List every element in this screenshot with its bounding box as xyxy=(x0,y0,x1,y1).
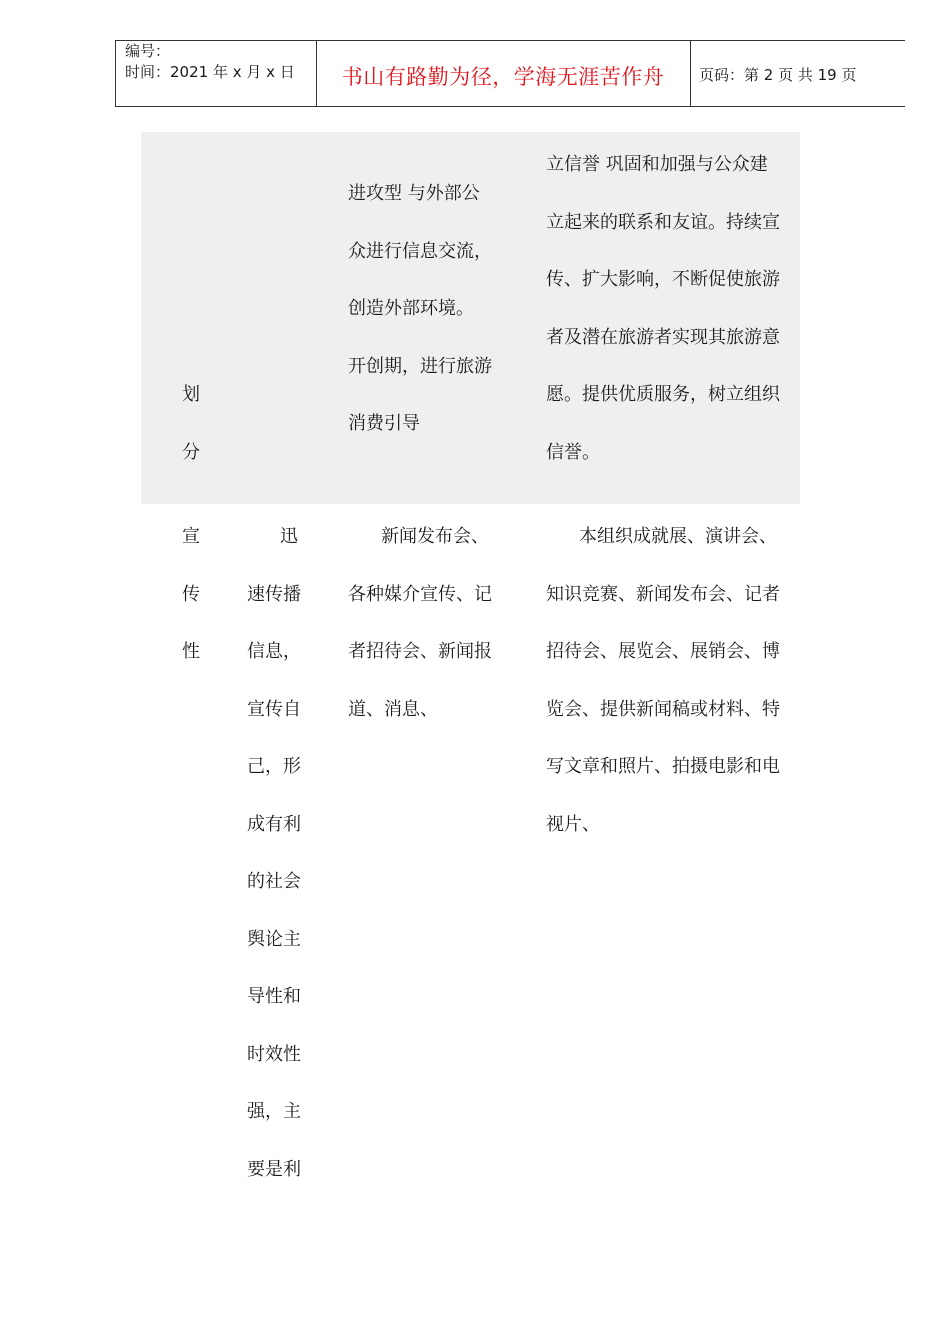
row1-methods-line: 创造外部环境。 xyxy=(348,298,474,319)
row1-category-line: 划 xyxy=(182,384,200,405)
row2-purpose-line: 时效性 xyxy=(247,1043,301,1065)
row1-examples-line: 者及潜在旅游者实现其旅游意 xyxy=(546,326,780,348)
row1-methods-line: 消费引导 xyxy=(348,413,420,434)
row1-methods-line: 进攻型 与外部公 xyxy=(348,183,480,204)
row2-purpose-line: 要是利 xyxy=(247,1158,301,1180)
row2-methods-line: 道、消息、 xyxy=(348,698,438,720)
header-meta-cell xyxy=(116,41,317,106)
row2-methods-line: 新闻发布会、 xyxy=(381,526,489,547)
row1-examples-line: 信誉。 xyxy=(546,441,600,463)
row2-category-line: 性 xyxy=(182,641,200,662)
row2-examples-line: 览会、提供新闻稿或材料、特 xyxy=(546,698,780,720)
row2-examples-cell xyxy=(546,508,780,853)
row2-category-cell xyxy=(182,508,200,681)
row2-purpose-line: 信息， xyxy=(247,641,301,662)
row2-purpose-line: 宣传自 xyxy=(247,698,301,720)
row2-examples-line: 写文章和照片、拍摄电影和电 xyxy=(546,756,780,777)
row1-examples-line: 传、扩大影响，不断促使旅游 xyxy=(546,269,780,290)
row2-purpose-line: 速传播 xyxy=(247,583,301,605)
motto-text: 书山有路勤为径，学海无涯苦作舟 xyxy=(341,65,665,89)
row1-methods-line: 众进行信息交流， xyxy=(348,240,492,262)
row1-methods-line: 开创期，进行旅游 xyxy=(348,355,492,377)
row2-methods-line: 各种媒介宣传、记 xyxy=(348,583,492,605)
row2-purpose-line: 强，主 xyxy=(247,1101,301,1122)
row2-purpose-line: 己，形 xyxy=(247,756,301,777)
row2-methods-cell xyxy=(348,508,492,738)
row1-category-cell xyxy=(182,366,200,481)
row2-examples-line: 视片、 xyxy=(546,813,600,835)
row1-examples-line: 立起来的联系和友谊。持续宣 xyxy=(546,211,780,233)
row2-purpose-cell xyxy=(247,508,301,1198)
date-label: 时间：2021 年 x 月 x 日 xyxy=(125,63,295,81)
page-number-label: 页码：第 2 页 共 19 页 xyxy=(699,66,857,84)
row2-methods-line: 者招待会、新闻报 xyxy=(348,641,492,662)
header-motto-cell xyxy=(316,41,691,106)
row2-purpose-line: 导性和 xyxy=(247,986,301,1007)
row2-purpose-line: 的社会 xyxy=(247,871,301,892)
row1-examples-line: 立信誉 巩固和加强与公众建 xyxy=(546,154,768,175)
row2-purpose-line: 成有利 xyxy=(247,813,301,835)
row1-methods-cell xyxy=(348,165,492,453)
header-page-cell xyxy=(690,41,906,106)
row2-examples-line: 知识竞赛、新闻发布会、记者 xyxy=(546,583,780,605)
row2-purpose-line: 舆论主 xyxy=(247,928,301,950)
row2-purpose-line: 迅 xyxy=(280,526,298,547)
document-header xyxy=(115,40,905,107)
serial-number-label: 编号： xyxy=(125,42,171,60)
row2-category-line: 宣 xyxy=(182,526,200,547)
row1-category-line: 分 xyxy=(182,441,200,463)
row1-examples-line: 愿。提供优质服务，树立组织 xyxy=(546,384,780,405)
row2-category-line: 传 xyxy=(182,583,200,605)
row1-examples-cell xyxy=(546,136,780,481)
row2-examples-line: 招待会、展览会、展销会、博 xyxy=(546,641,780,662)
row2-examples-line: 本组织成就展、演讲会、 xyxy=(579,526,777,547)
